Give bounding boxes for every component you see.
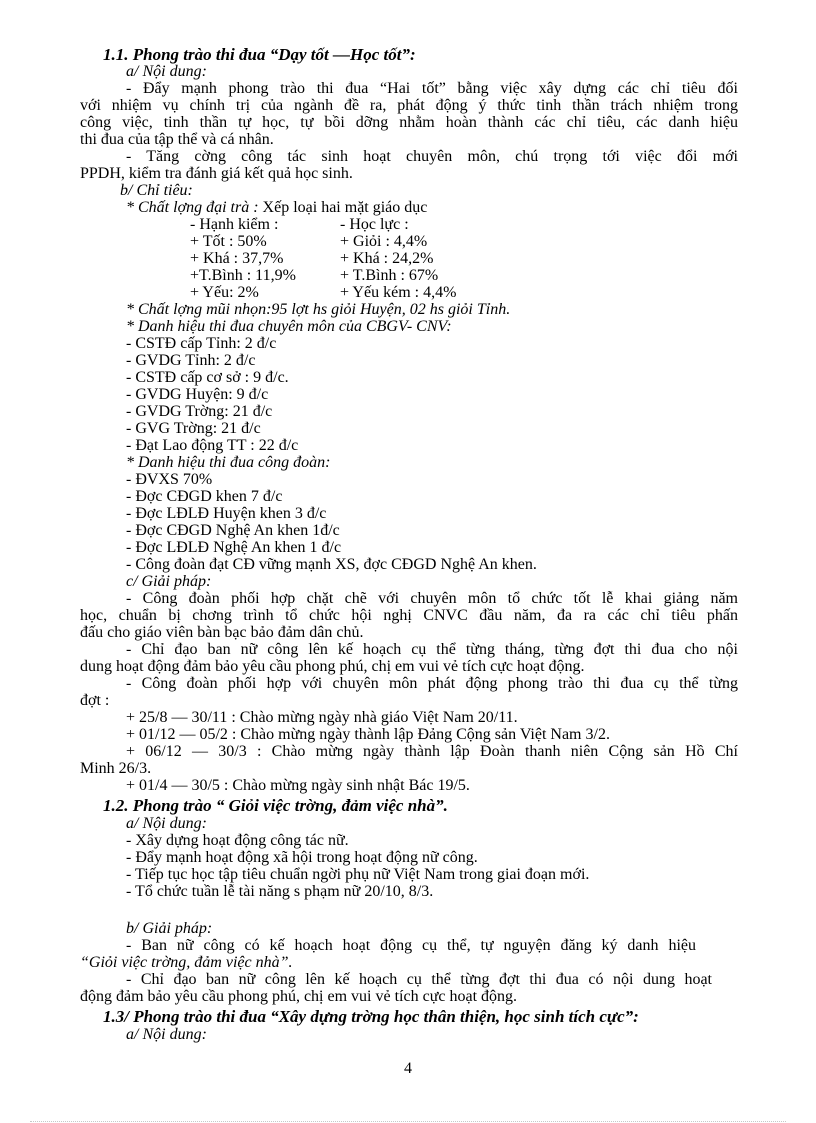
list-item: - CSTĐ cấp Tỉnh: 2 đ/c	[126, 335, 277, 352]
learning-item: + T.Bình : 67%	[340, 267, 439, 284]
list-item: - GVDG Tỉnh: 2 đ/c	[126, 352, 256, 369]
subheading-noi-dung: a/ Nội dung:	[126, 1026, 207, 1043]
subheading-chi-tieu: b/ Chỉ tiêu:	[120, 182, 193, 199]
paragraph-line: động đảm bảo yêu cầu phong phú, chị em vui vẻ tích cực hoạt động.	[80, 988, 518, 1005]
title-heading-union: * Danh hiệu thi đua công đoàn:	[126, 454, 331, 471]
page-bottom-dotted-line	[30, 1121, 786, 1122]
list-item: - Tiếp tục học tập tiêu chuẩn ngời phụ nữ Việt Nam trong giai đoạn mới.	[126, 866, 590, 883]
paragraph-line: PPDH, kiểm tra đánh giá kết quả học sinh.	[80, 165, 353, 182]
subheading-noi-dung: a/ Nội dung:	[126, 63, 207, 80]
learning-header: - Học lực :	[340, 216, 409, 233]
paragraph-line: - Chỉ đạo ban nữ công lên kế hoạch cụ thể từng đợt thi đua có nội dung hoạt	[126, 971, 712, 988]
list-item: - GVG Trờng: 21 đ/c	[126, 420, 261, 437]
heading-1-2: 1.2. Phong trào “ Giỏi việc trờng, đảm việc nhà”.	[103, 796, 448, 815]
list-item: - Đợc LĐLĐ Nghệ An khen 1 đ/c	[126, 539, 342, 556]
date-range-item-cont: Minh 26/3.	[80, 760, 152, 777]
date-range-item: + 06/12 — 30/3 : Chào mừng ngày thành lập Đoàn thanh niên Cộng sản Hồ Chí	[126, 743, 738, 760]
spearhead-quality: * Chất lợng mũi nhọn:95 lợt hs giỏi Huyện, 02 hs giỏi Tỉnh.	[126, 301, 511, 318]
conduct-header: - Hạnh kiểm :	[190, 216, 279, 233]
subheading-giai-phap: b/ Giải pháp:	[126, 920, 213, 937]
paragraph-line: - Công đoàn phối hợp với chuyên môn phát động phong trào thi đua cụ thể từng	[126, 675, 738, 692]
paragraph-line: - Ban nữ công có kế hoạch hoạt động cụ thể, tự nguyện đăng ký danh hiệu	[126, 937, 696, 954]
learning-item: + Khá : 24,2%	[340, 250, 434, 267]
list-item: - Đợc LĐLĐ Huyện khen 3 đ/c	[126, 505, 327, 522]
paragraph-line: - Chỉ đạo ban nữ công lên kế hoạch cụ thể từng tháng, từng đợt thi đua cho nội	[126, 641, 738, 658]
date-range-item: + 01/12 — 05/2 : Chào mừng ngày thành lập Đảng Cộng sản Việt Nam 3/2.	[126, 726, 610, 743]
quality-text: Xếp loại hai mặt giáo dục	[262, 199, 428, 216]
date-range-item: + 25/8 — 30/11 : Chào mừng ngày nhà giáo Việt Nam 20/11.	[126, 709, 518, 726]
list-item: - Xây dựng hoạt động công tác nữ.	[126, 832, 349, 849]
list-item: - GVDG Trờng: 21 đ/c	[126, 403, 273, 420]
list-item: - Đẩy mạnh hoạt động xã hội trong hoạt động nữ công.	[126, 849, 478, 866]
title-heading-staff: * Danh hiệu thi đua chuyên môn của CBGV- CNV:	[126, 318, 452, 335]
learning-item: + Giỏi : 4,4%	[340, 233, 428, 250]
list-item: - Đợc CĐGD khen 7 đ/c	[126, 488, 283, 505]
subheading-giai-phap: c/ Giải pháp:	[126, 573, 212, 590]
paragraph-line: đấu cho giáo viên bàn bạc bảo đảm dân chủ.	[80, 624, 364, 641]
paragraph-line: “Giỏi việc trờng, đảm việc nhà”.	[80, 954, 293, 971]
heading-1-1: 1.1. Phong trào thi đua “Dạy tốt —Học tốt”:	[103, 45, 416, 64]
paragraph-line: với nhiệm vụ chính trị của ngành đề ra, phát động ý thức tinh thần trách nhiệm trong	[80, 97, 738, 114]
date-range-item: + 01/4 — 30/5 : Chào mừng ngày sinh nhật Bác 19/5.	[126, 777, 470, 794]
paragraph-line: - Công đoàn phối hợp chặt chẽ với chuyên môn tổ chức tốt lễ khai giảng năm	[126, 590, 738, 607]
list-item: - Đạt Lao động TT : 22 đ/c	[126, 437, 299, 454]
heading-1-3: 1.3/ Phong trào thi đua “Xây dựng trờng học thân thiện, học sinh tích cực”:	[103, 1007, 639, 1026]
list-item: - CSTĐ cấp cơ sở : 9 đ/c.	[126, 369, 289, 386]
quality-label: * Chất lợng đại trà :	[126, 199, 263, 216]
list-item: - Công đoàn đạt CĐ vững mạnh XS, đợc CĐGD Nghệ An khen.	[126, 556, 537, 573]
paragraph-line: - Đẩy mạnh phong trào thi đua “Hai tốt” bằng việc xây dựng các chỉ tiêu đối	[126, 80, 738, 97]
list-item: - Tổ chức tuần lễ tài năng s phạm nữ 20/10, 8/3.	[126, 883, 434, 900]
conduct-item: +T.Bình : 11,9%	[190, 267, 296, 284]
conduct-item: + Yếu: 2%	[190, 284, 259, 301]
paragraph-line: học, chuẩn bị chơng trình tổ chức hội nghị CNVC đầu năm, đa ra các chỉ tiêu phấn	[80, 607, 738, 624]
paragraph-line: công việc, tinh thần tự học, tự bồi dỡng nhằm hoàn thành các chỉ tiêu, các danh hiệu	[80, 114, 738, 131]
list-item: - GVDG Huyện: 9 đ/c	[126, 386, 269, 403]
subheading-noi-dung: a/ Nội dung:	[126, 815, 207, 832]
paragraph-line: dung hoạt động đảm bảo yêu cầu phong phú, chị em vui vẻ tích cực hoạt động.	[80, 658, 585, 675]
conduct-item: + Tốt : 50%	[190, 233, 267, 250]
page-number: 4	[404, 1060, 412, 1077]
paragraph-line: thi đua của tập thể và cá nhân.	[80, 131, 274, 148]
conduct-item: + Khá : 37,7%	[190, 250, 284, 267]
list-item: - ĐVXS 70%	[126, 471, 213, 488]
paragraph-line: - Tăng cờng công tác sinh hoạt chuyên môn, chú trọng tới việc đổi mới	[126, 148, 738, 165]
learning-item: + Yếu kém : 4,4%	[340, 284, 457, 301]
list-item: - Đợc CĐGD Nghệ An khen 1đ/c	[126, 522, 340, 539]
paragraph-line: đợt :	[80, 692, 110, 709]
quality-line	[126, 199, 427, 216]
